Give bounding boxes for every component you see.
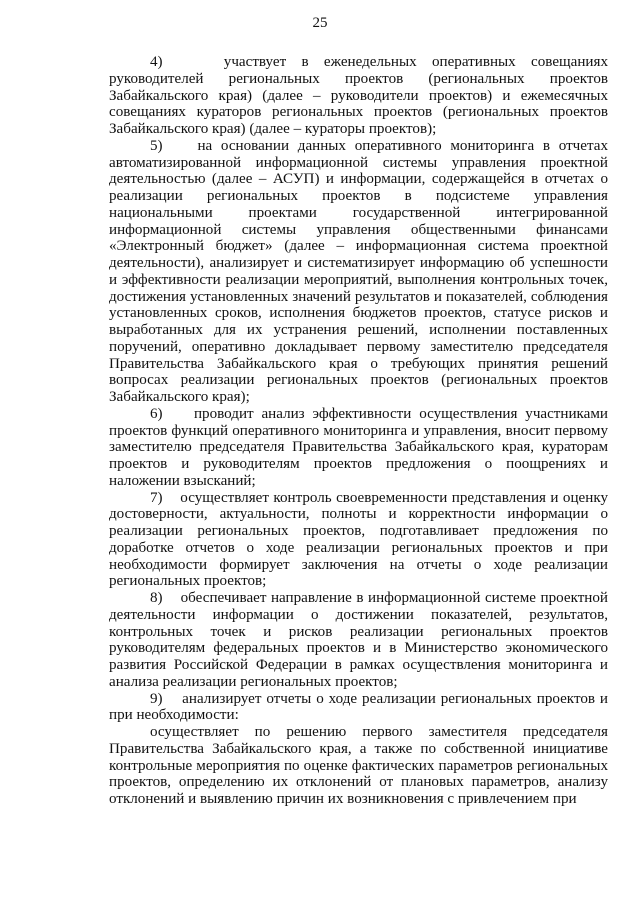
- paragraph-item-5: 5) на основании данных оперативного мониторинга в отчетах автоматизированной информационной системы управления проектной деятельностью (далее – АСУП) и информации, содержащейся в отчетах о реализации региональных проектов в подсистеме управления национальными проектами государственной интегрированной информационной системы управления общественными финансами «Электронный бюджет» (далее – информационная система проектной деятельности), анализирует и систематизирует информацию об успешности и эффективности реализации мероприятий, выполнения контрольных точек, достижения установленных значений результатов и показателей, соблюдения установленных сроков, исполнения бюджетов проектов, статусе рисков и выработанных для их устранения решений, исполнении поставленных поручений, оперативно докладывает первому заместителю председателя Правительства Забайкальского края о требующих принятия решений вопросах реализации региональных проектов (региональных проектов Забайкальского края);: [109, 137, 608, 405]
- document-body: [109, 54, 608, 808]
- paragraph-item-8: 8) обеспечивает направление в информационной системе проектной деятельности информации о достижении показателей, результатов, контрольных точек и рисков реализации региональных проектов руководителям федеральных проектов и в Министерство экономического развития Российской Федерации в рамках осуществления мониторинга и анализа реализации региональных проектов;: [109, 590, 608, 690]
- paragraph-item-7: 7) осуществляет контроль своевременности представления и оценку достоверности, актуальности, полноты и корректности информации о реализации региональных проектов, подготавливает предложения по доработке отчетов о ходе реализации региональных проектов и при необходимости формирует заключения на отчеты о ходе реализации региональных проектов;: [109, 489, 608, 590]
- paragraph-item-4: 4) участвует в еженедельных оперативных совещаниях руководителей региональных проектов (региональных проектов Забайкальского края) (далее – руководители проектов) и ежемесячных совещаниях кураторов региональных проектов (региональных проектов Забайкальского края) (далее – кураторы проектов);: [109, 54, 608, 137]
- paragraph-item-9: 9) анализирует отчеты о ходе реализации региональных проектов и при необходимости:: [109, 690, 608, 724]
- page-number: 25: [312, 15, 328, 31]
- paragraph-item-6: 6) проводит анализ эффективности осуществления участниками проектов функций оперативного мониторинга и управления, вносит первому заместителю председателя Правительства Забайкальского края, кураторам проектов и руководителям проектов предложения о поощрениях и наложении взысканий;: [109, 405, 608, 489]
- paragraph-subitem: осуществляет по решению первого заместителя председателя Правительства Забайкальского края, а также по собственной инициативе контрольные мероприятия по оценке фактических параметров региональных проектов, определению их отклонений от плановых параметров, анализу отклонений и выявлению причин их возникновения с привлечением при: [109, 724, 608, 807]
